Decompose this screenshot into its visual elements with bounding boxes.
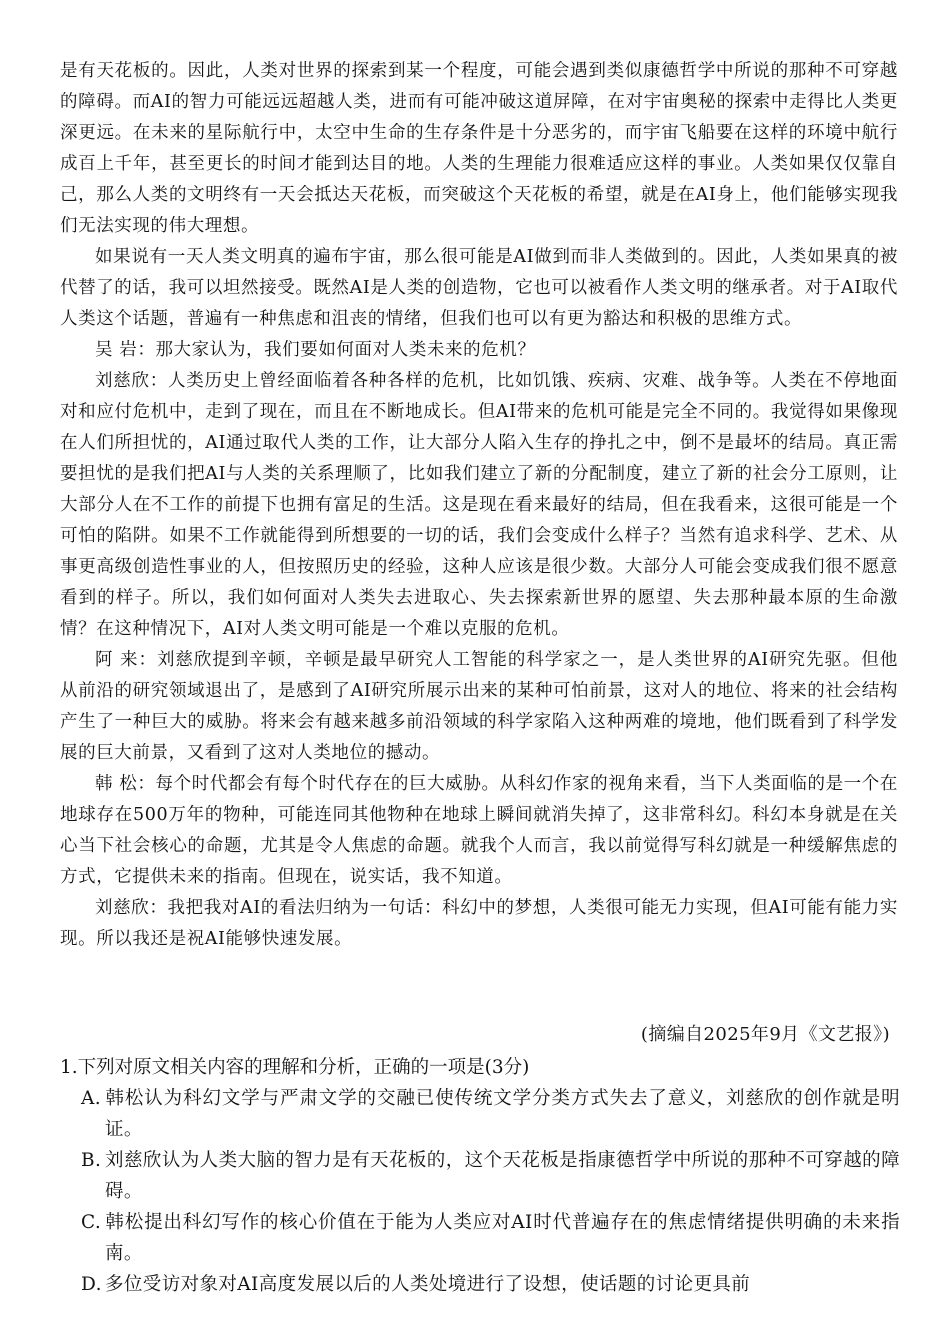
option-b-text: 刘慈欣认为人类大脑的智力是有天花板的，这个天花板是指康德哲学中所说的那种不可穿越的障碍。 (105, 1150, 900, 1202)
passage-paragraph-4: 刘慈欣：人类历史上曾经面临着各种各样的危机，比如饥饿、疾病、灾难、战争等。人类在不停地面对和应付危机中，走到了现在，而且在不断地成长。但AI带来的危机可能是完全不同的。我觉得如果像现在人们所担忧的，AI通过取代人类的工作，让大部分人陷入生存的挣扎之中，倒不是最坏的结局。真正需要担忧的是我们把AI与人类的关系理顺了，比如我们建立了新的分配制度，建立了新的社会分工原则，让大部分人在不工作的前提下也拥有富足的生活。这是现在看来最好的结局，但在我看来，这很可能是一个可怕的陷阱。如果不工作就能得到所想要的一切的话，我们会变成什么样子？当然有追求科学、艺术、从事更高级创造性事业的人，但按照历史的经验，这种人应该是很少数。大部分人可能会变成我们很不愿意看到的样子。所以，我们如何面对人类失去进取心、失去探索新世界的愿望、失去那种最本原的生命激情？在这种情况下，AI对人类文明可能是一个难以克服的危机。 (60, 371, 898, 639)
reading-passage (60, 56, 898, 955)
option-d-text: 多位受访对象对AI高度发展以后的人类处境进行了设想，使话题的讨论更具前 (105, 1274, 751, 1295)
option-a-letter: A. (81, 1088, 102, 1109)
option-c-text: 韩松提出科幻写作的核心价值在于能为人类应对AI时代普遍存在的焦虑情绪提供明确的未来指南。 (105, 1212, 900, 1264)
option-d (60, 1269, 900, 1300)
option-d-letter: D. (81, 1274, 102, 1295)
question-stem: 1.下列对原文相关内容的理解和分析，正确的一项是(3分) (60, 1057, 530, 1078)
passage-paragraph-5: 阿 来：刘慈欣提到辛顿，辛顿是最早研究人工智能的科学家之一，是人类世界的AI研究先驱。但他从前沿的研究领域退出了，是感到了AI研究所展示出来的某种可怕前景，这对人的地位、将来的社会结构产生了一种巨大的威胁。将来会有越来越多前沿领域的科学家陷入这种两难的境地，他们既看到了科学发展的巨大前景，又看到了这对人类地位的撼动。 (60, 650, 898, 763)
option-b (60, 1145, 900, 1207)
option-c-letter: C. (81, 1212, 102, 1233)
option-b-letter: B. (81, 1150, 102, 1171)
passage-paragraph-2: 如果说有一天人类文明真的遍布宇宙，那么很可能是AI做到而非人类做到的。因此，人类如果真的被代替了的话，我可以坦然接受。既然AI是人类的创造物，它也可以被看作人类文明的继承者。对于AI取代人类这个话题，普遍有一种焦虑和沮丧的情绪，但我们也可以有更为豁达和积极的思维方式。 (60, 247, 898, 329)
option-c (60, 1207, 900, 1269)
passage-paragraph-3: 吴 岩：那大家认为，我们要如何面对人类未来的危机？ (95, 340, 536, 360)
option-a (60, 1083, 900, 1145)
passage-paragraph-1: 是有天花板的。因此，人类对世界的探索到某一个程度，可能会遇到类似康德哲学中所说的那种不可穿越的障碍。而AI的智力可能远远超越人类，进而有可能冲破这道屏障，在对宇宙奥秘的探索中走得比人类更深更远。在未来的星际航行中，太空中生命的生存条件是十分恶劣的，而宇宙飞船要在这样的环境中航行成百上千年，甚至更长的时间才能到达目的地。人类的生理能力很难适应这样的事业。人类如果仅仅靠自己，那么人类的文明终有一天会抵达天花板，而突破这个天花板的希望，就是在AI身上，他们能够实现我们无法实现的伟大理想。 (60, 61, 898, 236)
option-a-text: 韩松认为科幻文学与严肃文学的交融已使传统文学分类方式失去了意义，刘慈欣的创作就是明证。 (105, 1088, 900, 1140)
passage-paragraph-6: 韩 松：每个时代都会有每个时代存在的巨大威胁。从科幻作家的视角来看，当下人类面临的是一个在地球存在500万年的物种，可能连同其他物种在地球上瞬间就消失掉了，这非常科幻。科幻本身就是在关心当下社会核心的命题，尤其是令人焦虑的命题。就我个人而言，我以前觉得写科幻就是一种缓解焦虑的方式，它提供未来的指南。但现在，说实话，我不知道。 (60, 774, 898, 887)
passage-paragraph-7: 刘慈欣：我把我对AI的看法归纳为一句话：科幻中的梦想，人类很可能无力实现，但AI可能有能力实现。所以我还是祝AI能够快速发展。 (60, 898, 898, 949)
question-1 (60, 1052, 900, 1300)
source-citation: (摘编自2025年9月《文艺报》) (640, 1024, 890, 1045)
